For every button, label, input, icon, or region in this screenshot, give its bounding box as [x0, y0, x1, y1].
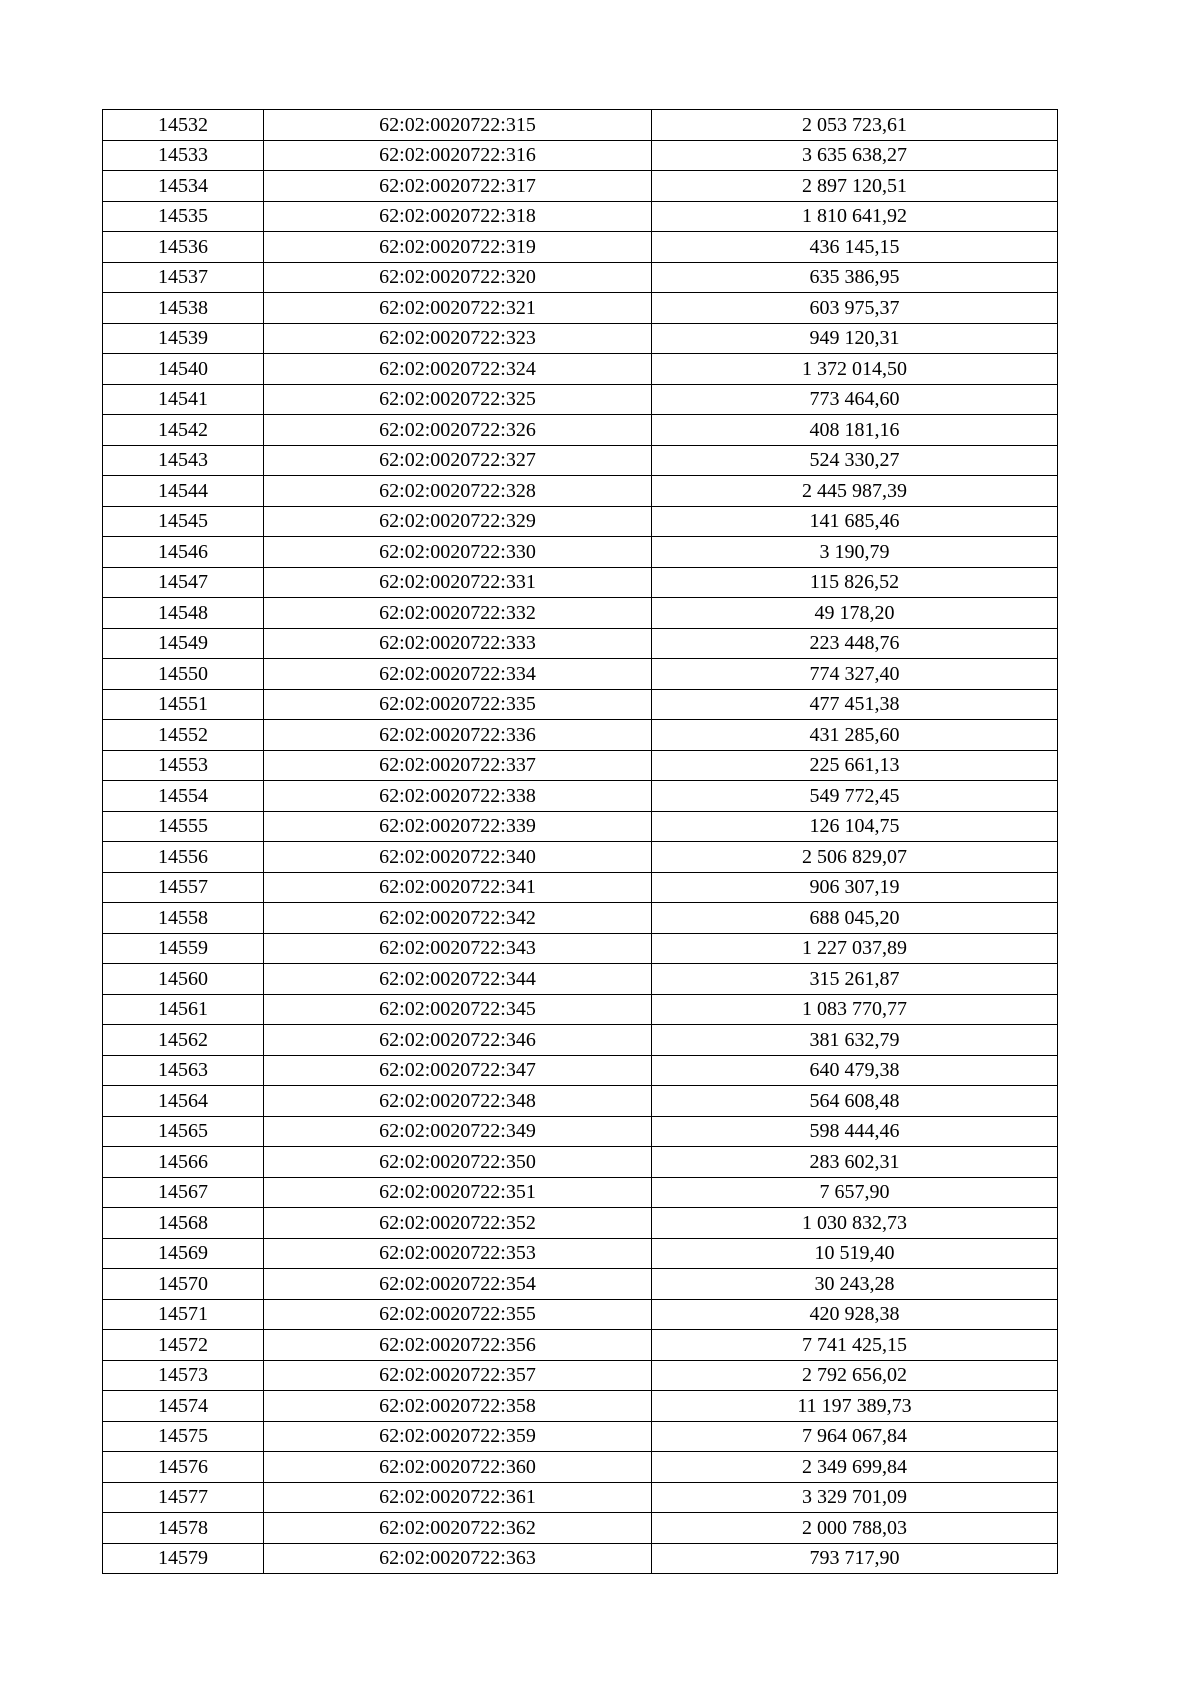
cadastral-value-cell: 635 386,95	[652, 262, 1058, 293]
cadastral-number-cell: 62:02:0020722:333	[264, 628, 652, 659]
row-number-cell: 14551	[103, 689, 264, 720]
cadastral-value-cell: 477 451,38	[652, 689, 1058, 720]
cadastral-number-cell: 62:02:0020722:348	[264, 1086, 652, 1117]
cadastral-number-cell: 62:02:0020722:355	[264, 1299, 652, 1330]
cadastral-number-cell: 62:02:0020722:362	[264, 1513, 652, 1544]
cadastral-value-cell: 949 120,31	[652, 323, 1058, 354]
cadastral-value-cell: 2 053 723,61	[652, 110, 1058, 141]
table-row	[103, 598, 1058, 629]
cadastral-value-cell: 1 083 770,77	[652, 994, 1058, 1025]
table-row	[103, 689, 1058, 720]
cadastral-number-cell: 62:02:0020722:350	[264, 1147, 652, 1178]
cadastral-value-cell: 408 181,16	[652, 415, 1058, 446]
table-row	[103, 262, 1058, 293]
cadastral-number-cell: 62:02:0020722:346	[264, 1025, 652, 1056]
cadastral-value-cell: 2 506 829,07	[652, 842, 1058, 873]
table-row	[103, 842, 1058, 873]
row-number-cell: 14552	[103, 720, 264, 751]
table-row	[103, 293, 1058, 324]
row-number-cell: 14562	[103, 1025, 264, 1056]
table-row	[103, 384, 1058, 415]
cadastral-number-cell: 62:02:0020722:352	[264, 1208, 652, 1239]
row-number-cell: 14553	[103, 750, 264, 781]
row-number-cell: 14545	[103, 506, 264, 537]
cadastral-value-cell: 225 661,13	[652, 750, 1058, 781]
table-row	[103, 1086, 1058, 1117]
cadastral-value-cell: 7 741 425,15	[652, 1330, 1058, 1361]
row-number-cell: 14572	[103, 1330, 264, 1361]
table-row	[103, 628, 1058, 659]
cadastral-value-cell: 115 826,52	[652, 567, 1058, 598]
row-number-cell: 14566	[103, 1147, 264, 1178]
table-row	[103, 964, 1058, 995]
row-number-cell: 14573	[103, 1360, 264, 1391]
cadastral-value-cell: 7 657,90	[652, 1177, 1058, 1208]
row-number-cell: 14578	[103, 1513, 264, 1544]
row-number-cell: 14535	[103, 201, 264, 232]
table-row	[103, 659, 1058, 690]
cadastral-number-cell: 62:02:0020722:344	[264, 964, 652, 995]
table-row	[103, 781, 1058, 812]
table-row	[103, 1513, 1058, 1544]
cadastral-number-cell: 62:02:0020722:334	[264, 659, 652, 690]
cadastral-value-cell: 381 632,79	[652, 1025, 1058, 1056]
row-number-cell: 14536	[103, 232, 264, 263]
cadastral-number-cell: 62:02:0020722:347	[264, 1055, 652, 1086]
cadastral-value-cell: 10 519,40	[652, 1238, 1058, 1269]
row-number-cell: 14560	[103, 964, 264, 995]
cadastral-value-cell: 3 635 638,27	[652, 140, 1058, 171]
row-number-cell: 14546	[103, 537, 264, 568]
cadastral-number-cell: 62:02:0020722:338	[264, 781, 652, 812]
cadastral-number-cell: 62:02:0020722:331	[264, 567, 652, 598]
cadastral-value-cell: 906 307,19	[652, 872, 1058, 903]
table-row	[103, 1177, 1058, 1208]
row-number-cell: 14544	[103, 476, 264, 507]
table-row	[103, 415, 1058, 446]
cadastral-value-cell: 793 717,90	[652, 1543, 1058, 1574]
cadastral-number-cell: 62:02:0020722:320	[264, 262, 652, 293]
cadastral-value-table	[102, 109, 1058, 1574]
cadastral-value-cell: 1 372 014,50	[652, 354, 1058, 385]
row-number-cell: 14541	[103, 384, 264, 415]
row-number-cell: 14542	[103, 415, 264, 446]
cadastral-value-cell: 126 104,75	[652, 811, 1058, 842]
cadastral-number-cell: 62:02:0020722:349	[264, 1116, 652, 1147]
cadastral-number-cell: 62:02:0020722:351	[264, 1177, 652, 1208]
table-row	[103, 1360, 1058, 1391]
row-number-cell: 14543	[103, 445, 264, 476]
table-row	[103, 506, 1058, 537]
row-number-cell: 14555	[103, 811, 264, 842]
cadastral-number-cell: 62:02:0020722:330	[264, 537, 652, 568]
table-row	[103, 140, 1058, 171]
row-number-cell: 14571	[103, 1299, 264, 1330]
row-number-cell: 14575	[103, 1421, 264, 1452]
row-number-cell: 14550	[103, 659, 264, 690]
table-row	[103, 1055, 1058, 1086]
table-row	[103, 720, 1058, 751]
cadastral-number-cell: 62:02:0020722:360	[264, 1452, 652, 1483]
table-row	[103, 872, 1058, 903]
cadastral-number-cell: 62:02:0020722:332	[264, 598, 652, 629]
row-number-cell: 14561	[103, 994, 264, 1025]
table-row	[103, 201, 1058, 232]
row-number-cell: 14554	[103, 781, 264, 812]
table-row	[103, 445, 1058, 476]
cadastral-value-cell: 2 445 987,39	[652, 476, 1058, 507]
row-number-cell: 14533	[103, 140, 264, 171]
cadastral-value-cell: 3 190,79	[652, 537, 1058, 568]
row-number-cell: 14532	[103, 110, 264, 141]
row-number-cell: 14568	[103, 1208, 264, 1239]
row-number-cell: 14540	[103, 354, 264, 385]
cadastral-number-cell: 62:02:0020722:324	[264, 354, 652, 385]
cadastral-value-cell: 640 479,38	[652, 1055, 1058, 1086]
table-row	[103, 1208, 1058, 1239]
cadastral-number-cell: 62:02:0020722:321	[264, 293, 652, 324]
cadastral-number-cell: 62:02:0020722:317	[264, 171, 652, 202]
cadastral-number-cell: 62:02:0020722:356	[264, 1330, 652, 1361]
cadastral-value-cell: 549 772,45	[652, 781, 1058, 812]
cadastral-value-cell: 420 928,38	[652, 1299, 1058, 1330]
table-row	[103, 811, 1058, 842]
cadastral-number-cell: 62:02:0020722:361	[264, 1482, 652, 1513]
table-row	[103, 567, 1058, 598]
cadastral-value-cell: 141 685,46	[652, 506, 1058, 537]
cadastral-value-cell: 1 227 037,89	[652, 933, 1058, 964]
cadastral-number-cell: 62:02:0020722:327	[264, 445, 652, 476]
cadastral-value-cell: 2 000 788,03	[652, 1513, 1058, 1544]
row-number-cell: 14563	[103, 1055, 264, 1086]
cadastral-value-cell: 1 810 641,92	[652, 201, 1058, 232]
cadastral-number-cell: 62:02:0020722:329	[264, 506, 652, 537]
row-number-cell: 14539	[103, 323, 264, 354]
row-number-cell: 14538	[103, 293, 264, 324]
row-number-cell: 14576	[103, 1452, 264, 1483]
row-number-cell: 14564	[103, 1086, 264, 1117]
row-number-cell: 14557	[103, 872, 264, 903]
cadastral-value-cell: 1 030 832,73	[652, 1208, 1058, 1239]
row-number-cell: 14547	[103, 567, 264, 598]
cadastral-number-cell: 62:02:0020722:342	[264, 903, 652, 934]
table-row	[103, 1238, 1058, 1269]
table-row	[103, 1452, 1058, 1483]
cadastral-number-cell: 62:02:0020722:343	[264, 933, 652, 964]
cadastral-value-cell: 49 178,20	[652, 598, 1058, 629]
row-number-cell: 14565	[103, 1116, 264, 1147]
cadastral-number-cell: 62:02:0020722:318	[264, 201, 652, 232]
cadastral-value-cell: 2 897 120,51	[652, 171, 1058, 202]
table-row	[103, 903, 1058, 934]
cadastral-number-cell: 62:02:0020722:328	[264, 476, 652, 507]
row-number-cell: 14569	[103, 1238, 264, 1269]
cadastral-value-cell: 431 285,60	[652, 720, 1058, 751]
cadastral-number-cell: 62:02:0020722:319	[264, 232, 652, 263]
row-number-cell: 14577	[103, 1482, 264, 1513]
cadastral-value-cell: 598 444,46	[652, 1116, 1058, 1147]
cadastral-value-cell: 30 243,28	[652, 1269, 1058, 1300]
row-number-cell: 14534	[103, 171, 264, 202]
cadastral-value-cell: 688 045,20	[652, 903, 1058, 934]
row-number-cell: 14579	[103, 1543, 264, 1574]
cadastral-number-cell: 62:02:0020722:341	[264, 872, 652, 903]
cadastral-value-cell: 7 964 067,84	[652, 1421, 1058, 1452]
table-row	[103, 110, 1058, 141]
table-row	[103, 171, 1058, 202]
table-row	[103, 1330, 1058, 1361]
table-row	[103, 1421, 1058, 1452]
cadastral-value-cell: 2 792 656,02	[652, 1360, 1058, 1391]
table-row	[103, 1116, 1058, 1147]
cadastral-value-cell: 773 464,60	[652, 384, 1058, 415]
cadastral-value-cell: 564 608,48	[652, 1086, 1058, 1117]
table-row	[103, 1147, 1058, 1178]
table-row	[103, 1025, 1058, 1056]
table-body	[103, 110, 1058, 1574]
row-number-cell: 14549	[103, 628, 264, 659]
table-row	[103, 232, 1058, 263]
cadastral-value-cell: 2 349 699,84	[652, 1452, 1058, 1483]
table-row	[103, 750, 1058, 781]
cadastral-number-cell: 62:02:0020722:353	[264, 1238, 652, 1269]
cadastral-value-cell: 223 448,76	[652, 628, 1058, 659]
cadastral-number-cell: 62:02:0020722:316	[264, 140, 652, 171]
table-row	[103, 323, 1058, 354]
cadastral-number-cell: 62:02:0020722:337	[264, 750, 652, 781]
row-number-cell: 14559	[103, 933, 264, 964]
row-number-cell: 14556	[103, 842, 264, 873]
cadastral-value-cell: 11 197 389,73	[652, 1391, 1058, 1422]
cadastral-number-cell: 62:02:0020722:326	[264, 415, 652, 446]
cadastral-number-cell: 62:02:0020722:354	[264, 1269, 652, 1300]
cadastral-number-cell: 62:02:0020722:363	[264, 1543, 652, 1574]
cadastral-number-cell: 62:02:0020722:335	[264, 689, 652, 720]
table-row	[103, 1543, 1058, 1574]
cadastral-number-cell: 62:02:0020722:315	[264, 110, 652, 141]
cadastral-value-cell: 3 329 701,09	[652, 1482, 1058, 1513]
table-row	[103, 354, 1058, 385]
table-row	[103, 994, 1058, 1025]
cadastral-number-cell: 62:02:0020722:345	[264, 994, 652, 1025]
row-number-cell: 14567	[103, 1177, 264, 1208]
table-row	[103, 1269, 1058, 1300]
cadastral-value-cell: 524 330,27	[652, 445, 1058, 476]
cadastral-value-cell: 436 145,15	[652, 232, 1058, 263]
table-row	[103, 1299, 1058, 1330]
cadastral-number-cell: 62:02:0020722:339	[264, 811, 652, 842]
row-number-cell: 14548	[103, 598, 264, 629]
cadastral-value-cell: 283 602,31	[652, 1147, 1058, 1178]
cadastral-number-cell: 62:02:0020722:357	[264, 1360, 652, 1391]
cadastral-number-cell: 62:02:0020722:323	[264, 323, 652, 354]
cadastral-number-cell: 62:02:0020722:325	[264, 384, 652, 415]
table-row	[103, 476, 1058, 507]
table-row	[103, 933, 1058, 964]
row-number-cell: 14570	[103, 1269, 264, 1300]
row-number-cell: 14558	[103, 903, 264, 934]
cadastral-number-cell: 62:02:0020722:358	[264, 1391, 652, 1422]
cadastral-value-cell: 315 261,87	[652, 964, 1058, 995]
cadastral-number-cell: 62:02:0020722:340	[264, 842, 652, 873]
cadastral-value-cell: 774 327,40	[652, 659, 1058, 690]
table-row	[103, 537, 1058, 568]
table-row	[103, 1391, 1058, 1422]
table-row	[103, 1482, 1058, 1513]
row-number-cell: 14537	[103, 262, 264, 293]
cadastral-number-cell: 62:02:0020722:336	[264, 720, 652, 751]
row-number-cell: 14574	[103, 1391, 264, 1422]
cadastral-value-cell: 603 975,37	[652, 293, 1058, 324]
cadastral-number-cell: 62:02:0020722:359	[264, 1421, 652, 1452]
